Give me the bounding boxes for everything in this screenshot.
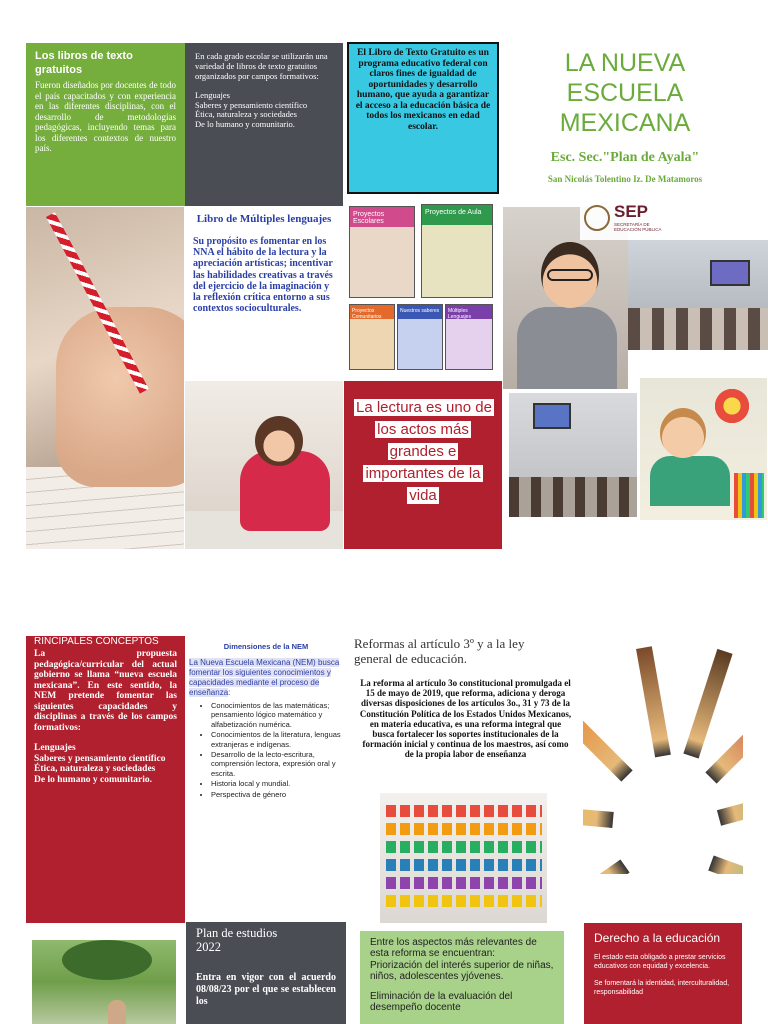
title-line: Plan de estudios xyxy=(196,926,278,940)
list-item: Ética, naturaleza y sociedades xyxy=(195,109,297,119)
reformas-title: Reformas al artículo 3º y a la ley general de educación. xyxy=(354,636,525,666)
sweater-shape xyxy=(517,307,617,389)
dimensiones-nem xyxy=(186,640,346,920)
libros-gratuitos-title: Los libros de texto gratuitos xyxy=(35,50,133,76)
list-item: Ética, naturaleza y sociedades xyxy=(34,764,156,774)
abacus-beads xyxy=(386,823,542,835)
list-item: Priorización del interés superior de niñas, niños, adolescentes yjóvenes. xyxy=(370,959,554,983)
book-cover xyxy=(349,206,415,298)
intro-highlight: La Nueva Escuela Mexicana (NEM) busca fomentar los siguientes conocimientos y capacidades mediante el proceso de enseñanza xyxy=(189,658,340,697)
colored-pencils-photo xyxy=(583,638,743,874)
book-cover xyxy=(397,304,443,370)
dimensiones-nem-list xyxy=(189,701,343,799)
campos-formativos-box xyxy=(185,43,343,206)
reading-quote-text: La lectura es uno de los actos más grandes e importantes de la vida xyxy=(356,399,492,504)
aspectos-reforma-box xyxy=(360,931,564,1024)
shirt-shape xyxy=(650,456,730,506)
libro-texto-gratuito-box xyxy=(347,42,499,194)
classroom-photo xyxy=(509,393,637,517)
abacus-beads xyxy=(386,859,542,871)
textbooks-photo xyxy=(347,200,497,372)
dimensiones-nem-intro xyxy=(189,658,343,698)
sep-logo-text: SEP xyxy=(614,202,649,221)
multiples-lenguajes-title: Libro de Múltiples lenguajes xyxy=(196,213,332,225)
principales-conceptos-heading: RINCIPALES CONCEPTOS xyxy=(34,636,159,647)
reading-quote-box xyxy=(344,381,502,549)
book-cover xyxy=(421,204,493,298)
child-shape xyxy=(108,1000,126,1024)
school-name: Esc. Sec."Plan de Ayala" xyxy=(550,150,700,165)
derecho-educacion-body: Se fomentará la identidad, interculturalidad, responsabilidad xyxy=(594,980,730,996)
list-item: De lo humano y comunitario. xyxy=(195,118,295,129)
list-item: Eliminación de la evaluación del desempeño docente xyxy=(370,990,513,1014)
sep-logo xyxy=(580,200,675,240)
hand-writing-photo xyxy=(26,207,184,549)
list-item: • Perspectiva de género xyxy=(211,790,343,799)
sep-logo-subtext: SECRETARÍA DE EDUCACIÓN PÚBLICA xyxy=(614,222,662,232)
book-title: Múltiples Lenguajes xyxy=(448,308,472,320)
abacus-beads xyxy=(386,895,542,907)
intro-text: Entre los aspectos más relevantes de esta reforma se encuentran: xyxy=(370,937,537,960)
classroom-photo xyxy=(628,240,768,350)
libro-texto-gratuito-body: El Libro de Texto Gratuito es un programa educativo federal con claros fines de igualdad de oportunidades y desarrollo humano, que ayuda a garantizar el acceso a la educación básica de todos los mexicanos en edad escolar. xyxy=(355,48,491,132)
list-item: • Conocimientos de las matemáticas; pensamiento lógico matemático y alfabetización numérica. xyxy=(211,701,343,729)
derecho-educacion-title: Derecho a la educación xyxy=(594,931,721,945)
pencil-cup-shape xyxy=(734,473,764,518)
abacus-beads xyxy=(386,805,542,817)
head-shape xyxy=(255,416,303,466)
libros-gratuitos-box xyxy=(26,43,185,206)
page-title xyxy=(520,48,730,138)
girl-writing-photo xyxy=(185,381,343,549)
pencil-shape xyxy=(636,646,671,757)
pencil-shape xyxy=(583,802,614,828)
list-item: Saberes y pensamiento científico xyxy=(34,753,166,764)
campos-formativos-body: En cada grado escolar se utilizarán una variedad de libros de texto gratuitos organizados por campos formativos: xyxy=(195,51,328,81)
title-line: LA NUEVA xyxy=(564,49,686,77)
child-in-park-photo xyxy=(32,940,176,1024)
pencil-shape xyxy=(717,782,743,826)
multiples-lenguajes-body: Su propósito es fomentar en los NNA el hábito de la lectura y la apreciación artísticas; incentivar las habilidades creativas a través del ejercicio de la imaginación y la reflexión crítica entorno a sus contextos socioculturales. xyxy=(193,236,333,315)
book-cover xyxy=(349,304,395,370)
pencil-shape xyxy=(683,649,732,759)
desks-shape xyxy=(628,308,768,350)
projector-screen-shape xyxy=(533,403,571,429)
desks-shape xyxy=(509,477,637,517)
list-item: Lenguajes xyxy=(195,90,230,100)
list-item: • Conocimientos de la literatura, lenguas extranjeras e indígenas. xyxy=(211,730,343,749)
intro-tail: : xyxy=(228,688,231,697)
principales-conceptos-body: La propuesta pedagógica/curricular del actual gobierno se llama “nueva escuela mexicana”. En este sentido, la NEM pretende fomentar las siguientes capacidades y disciplinas a través de los campos formativos: xyxy=(34,649,177,733)
title-line: 2022 xyxy=(196,940,221,954)
abacus-photo xyxy=(380,793,547,923)
book-title: Nuestros saberes xyxy=(400,308,440,314)
smiling-child-photo xyxy=(640,378,767,520)
seal-icon xyxy=(584,205,610,231)
derecho-educacion-body: El estado esta obligado a prestar servicios educativos con equidad y excelencia. xyxy=(594,954,726,970)
plan-estudios-box xyxy=(186,922,346,1024)
abacus-beads xyxy=(386,877,542,889)
multiples-lenguajes-box xyxy=(185,207,343,377)
plan-estudios-title xyxy=(196,926,336,954)
reformas-body: La reforma al artículo 3o constitucional promulgada el 15 de mayo de 2019, que reforma, adiciona y deroga diversas disposiciones de los artículos 3o., 31 y 73 de la Constitución Política de los Estados Unidos Mexicanos, en materia educativa, es una reforma integral que busca fortalecer los soportes institucionales de la formación inicial y continua de los maestros, así como de la propia labor de enseñanza xyxy=(359,678,572,760)
book-title: Proyectos de Aula xyxy=(425,209,482,216)
pencil-shape xyxy=(583,859,630,874)
list-item: • Desarrollo de la lecto-escritura, comprensión lectora, expresión oral y escrita. xyxy=(211,750,343,778)
dimensiones-nem-title: Dimensiones de la NEM xyxy=(223,642,309,651)
title-line: MEXICANA xyxy=(559,109,691,137)
aspectos-reforma-intro xyxy=(370,937,554,983)
head-shape xyxy=(660,408,706,458)
pencil-shape xyxy=(583,693,633,782)
flower-decoration xyxy=(712,386,752,426)
campos-formativos-list xyxy=(195,91,333,129)
principales-conceptos-list xyxy=(34,743,177,785)
list-item: Lenguajes xyxy=(34,743,76,753)
glasses-shape xyxy=(547,269,593,281)
school-location: San Nicolás Tolentino Iz. De Matamoros xyxy=(547,174,703,184)
plan-estudios-body: Entra en vigor con el acuerdo 08/08/23 por el que se establecen los xyxy=(196,972,336,1007)
title-line: ESCUELA xyxy=(566,79,684,107)
abacus-beads xyxy=(386,841,542,853)
list-item: Saberes y pensamiento científico xyxy=(195,99,308,110)
book-title: Proyectos Comunitarios xyxy=(352,308,382,320)
libros-gratuitos-body: Fueron diseñados por docentes de todo el país capacitados y con experiencia en las diferentes disciplinas, con el desarrollo de metodologías pedagógicas, incluyendo temas para los diferentes contextos de nuestro país. xyxy=(35,80,176,153)
book-cover xyxy=(445,304,493,370)
derecho-educacion-box xyxy=(584,923,742,1024)
list-item: • Historia local y mundial. xyxy=(211,779,343,788)
principales-conceptos-box xyxy=(26,636,185,923)
list-item: De lo humano y comunitario. xyxy=(34,774,152,785)
tree-shape xyxy=(62,940,152,980)
book-title: Proyectos Escolares xyxy=(353,211,385,225)
projector-screen-shape xyxy=(710,260,750,286)
pencil-shape xyxy=(708,855,743,874)
